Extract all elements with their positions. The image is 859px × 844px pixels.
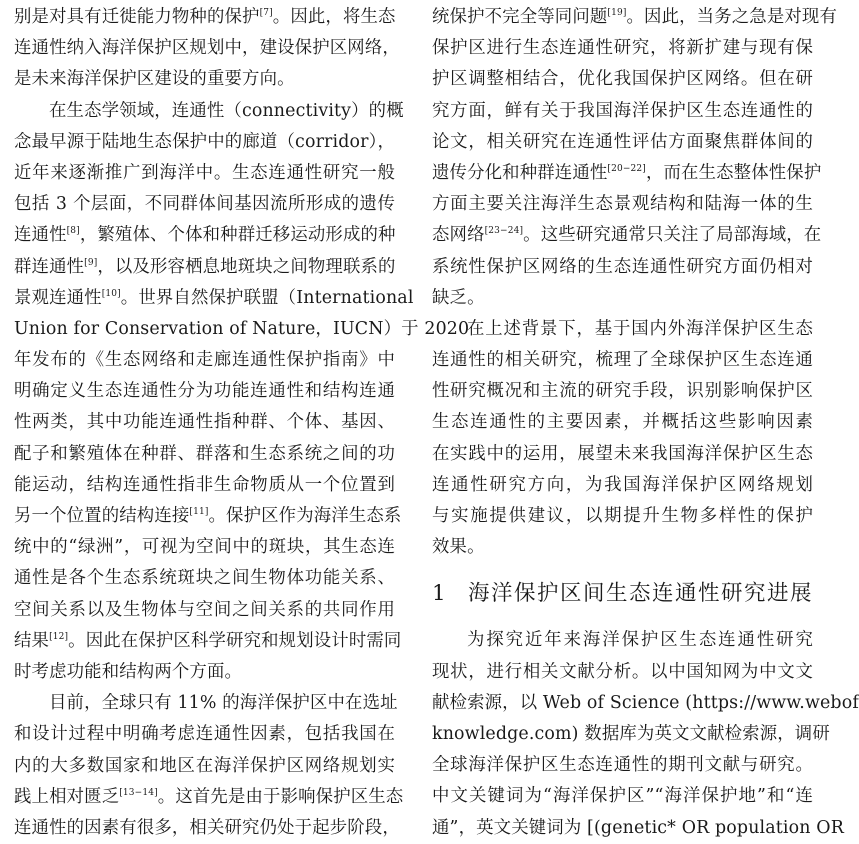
text-line — [14, 220, 395, 251]
line-text-tail: 。因此在保护区科学研究和规划设计时需同 — [68, 630, 402, 651]
text-line — [432, 439, 813, 470]
line-text: 时考虑功能和结构两个方面。 — [14, 661, 243, 682]
line-text: 论文，相关研究在连通性评估方面聚焦群体间的 — [432, 131, 813, 152]
text-line — [14, 189, 395, 220]
line-text: knowledge.com) 数据库为英文文献检索源，调研 — [432, 723, 830, 744]
line-text: 性研究概况和主流的研究手段，识别影响保护区 — [432, 381, 813, 402]
text-line — [432, 252, 813, 283]
text-line — [14, 314, 470, 345]
text-line — [432, 314, 813, 345]
line-text: 全球海洋保护区生态连通性的期刊文献与研究。 — [432, 755, 813, 776]
text-line — [432, 376, 813, 407]
right-column — [432, 2, 859, 844]
line-text: 献检索源，以 Web of Science (https://www.webof — [432, 692, 859, 713]
text-line — [14, 782, 404, 813]
section-number: 1 — [432, 581, 448, 607]
text-line — [14, 158, 395, 189]
citation-ref: [8] — [66, 226, 80, 237]
text-line — [432, 64, 813, 95]
text-line — [432, 625, 813, 656]
line-text: 生态连通性的主要因素，并概括这些影响因素 — [432, 412, 813, 433]
line-text-tail: 。因此，将生态 — [272, 7, 396, 27]
line-text-tail: 。因此，当务之急是对现有 — [626, 7, 837, 27]
line-text-tail: ，以及形容栖息地斑块之间物理联系的 — [97, 256, 396, 277]
line-text-tail: 。这些研究通常只关注了局部海域，在 — [523, 225, 822, 246]
line-text: 中文关键词为“海洋保护区”“海洋保护地”和“连 — [432, 786, 813, 807]
line-text: 目前，全球只有 11% 的海洋保护区中在选址 — [49, 693, 398, 714]
text-line — [14, 532, 395, 563]
citation-ref: [19] — [607, 8, 627, 18]
text-line — [14, 2, 395, 33]
line-text: 缺乏。 — [432, 287, 485, 308]
line-text: 和设计过程中明确考虑连通性因素，包括我国在 — [14, 724, 395, 745]
line-text: 年发布的《生态网络和走廊连通性保护指南》中 — [14, 350, 395, 371]
text-line — [432, 501, 813, 532]
line-text-tail: 。保护区作为海洋生态系 — [208, 506, 402, 526]
text-line — [432, 127, 813, 158]
text-line — [14, 407, 395, 438]
line-text: 配子和繁殖体在种群、群落和生态系统之间的功 — [14, 443, 395, 464]
line-text: 践上相对匮乏 — [14, 786, 120, 807]
text-line — [14, 626, 402, 657]
text-line — [432, 532, 813, 563]
citation-ref: [10] — [101, 288, 121, 299]
line-text: 系统性保护区网络的生态连通性研究方面仍相对 — [432, 256, 813, 277]
line-text: 结果 — [14, 630, 50, 651]
text-line — [14, 439, 395, 470]
line-text: 连通性的因素有很多，相关研究仍处于起步阶段， — [14, 817, 400, 838]
line-text: 统保护不完全等同问题 — [432, 7, 608, 27]
text-line — [14, 657, 395, 688]
line-text: 护区调整相结合，优化我国保护区网络。但在研 — [432, 69, 813, 90]
line-text: 通性是各个生态系统斑块之间生物体功能关系、 — [14, 568, 395, 589]
line-text: 近年来逐渐推广到海洋中。生态连通性研究一般 — [14, 162, 395, 183]
citation-ref: [12] — [49, 631, 69, 642]
text-line — [14, 64, 395, 95]
line-text: 与实施提供建议，以期提升生物多样性的保护 — [432, 506, 813, 526]
text-line — [432, 2, 837, 33]
line-text: 内的大多数国家和地区在海洋保护区网络规划实 — [14, 755, 395, 776]
line-text: 保护区进行生态连通性研究，将新扩建与现有保 — [432, 38, 813, 59]
text-line — [432, 688, 859, 719]
line-text: 空间关系以及生物体与空间之间关系的共同作用 — [14, 599, 395, 620]
line-text: 在生态学领域，连通性（connectivity）的概 — [49, 100, 404, 121]
text-line — [14, 33, 400, 64]
text-line — [432, 345, 813, 376]
text-line — [14, 813, 400, 844]
right-column-bottom-text — [432, 625, 859, 843]
text-line — [14, 283, 414, 314]
line-text: 在实践中的运用，展望未来我国海洋保护区生态 — [432, 443, 813, 464]
text-line — [14, 96, 404, 127]
line-text: 为探究近年来海洋保护区生态连通性研究 — [467, 630, 813, 651]
section-heading — [432, 563, 813, 625]
text-line — [432, 189, 813, 220]
right-column-top-text — [432, 2, 837, 563]
line-text: 方面主要关注海洋生态景观结构和陆海一体的生 — [432, 194, 813, 215]
line-text: 能运动，结构连通性指非生命物质从一个位置到 — [14, 474, 395, 495]
line-text: 别是对具有迁徙能力物种的保护 — [14, 7, 260, 27]
line-text-tail: 。这首先是由于影响保护区生态 — [157, 786, 404, 807]
line-text: 连通性研究方向，为我国海洋保护区网络规划 — [432, 474, 813, 495]
text-line — [14, 376, 395, 407]
section-title: 海洋保护区间生态连通性研究进展 — [468, 581, 814, 607]
line-text: 群连通性 — [14, 256, 85, 277]
line-text: 是未来海洋保护区建设的重要方向。 — [14, 69, 295, 90]
text-line — [432, 750, 813, 781]
line-text: 现状，进行相关文献分析。以中国知网为中文文 — [432, 661, 813, 682]
citation-ref: [11] — [189, 507, 209, 517]
text-line — [14, 563, 395, 594]
line-text-tail: ，繁殖体、个体和种群迁移运动形成的种 — [79, 225, 396, 246]
line-text: Union for Conservation of Nature，IUCN）于 2020 — [14, 318, 470, 339]
text-line — [14, 252, 395, 283]
text-line — [14, 595, 395, 626]
text-line — [432, 158, 822, 189]
line-text: 连通性 — [14, 225, 67, 246]
line-text: 通”，英文关键词为 [(genetic* OR population OR — [432, 817, 844, 838]
line-text: 包括 3 个层面，不同群体间基因流所形成的遗传 — [14, 194, 395, 215]
text-line — [14, 688, 398, 719]
text-line — [432, 407, 813, 438]
line-text: 效果。 — [432, 537, 485, 558]
citation-ref: [7] — [259, 8, 273, 18]
line-text: 在上述背景下，基于国内外海洋保护区生态 — [467, 318, 813, 339]
text-line — [432, 220, 822, 251]
line-text: 连通性纳入海洋保护区规划中，建设保护区网络， — [14, 38, 400, 59]
text-line — [432, 33, 813, 64]
line-text: 性两类，其中功能连通性指种群、个体、基因、 — [14, 412, 395, 433]
citation-ref: [13−14] — [119, 787, 158, 798]
text-line — [432, 781, 813, 812]
line-text: 念最早源于陆地生态保护中的廊道（corridor）， — [14, 131, 395, 152]
line-text-tail: 。世界自然保护联盟（International — [120, 287, 414, 308]
text-line — [14, 751, 395, 782]
text-line — [432, 813, 844, 844]
text-line — [14, 127, 395, 158]
citation-ref: [23−24] — [484, 226, 524, 237]
line-text: 明确定义生态连通性分为功能连通性和结构连通 — [14, 381, 395, 402]
text-line — [432, 470, 813, 501]
text-line — [432, 657, 813, 688]
text-line — [432, 96, 813, 127]
text-line — [14, 501, 402, 532]
line-text: 另一个位置的结构连接 — [14, 506, 190, 526]
line-text-tail: ，而在生态整体性保护 — [645, 162, 822, 183]
text-line — [14, 719, 395, 750]
line-text: 连通性的相关研究，梳理了全球保护区生态连通 — [432, 350, 813, 371]
line-text: 景观连通性 — [14, 287, 102, 308]
citation-ref: [9] — [84, 257, 98, 268]
line-text: 究方面，鲜有关于我国海洋保护区生态连通性的 — [432, 100, 813, 121]
line-text: 统中的“绿洲”，可视为空间中的斑块，其生态连 — [14, 537, 395, 558]
text-line — [14, 345, 395, 376]
text-line — [432, 283, 813, 314]
text-line — [432, 719, 830, 750]
text-line — [14, 470, 395, 501]
citation-ref: [20−22] — [607, 163, 646, 174]
line-text: 遗传分化和种群连通性 — [432, 162, 608, 183]
line-text: 态网络 — [432, 225, 485, 246]
